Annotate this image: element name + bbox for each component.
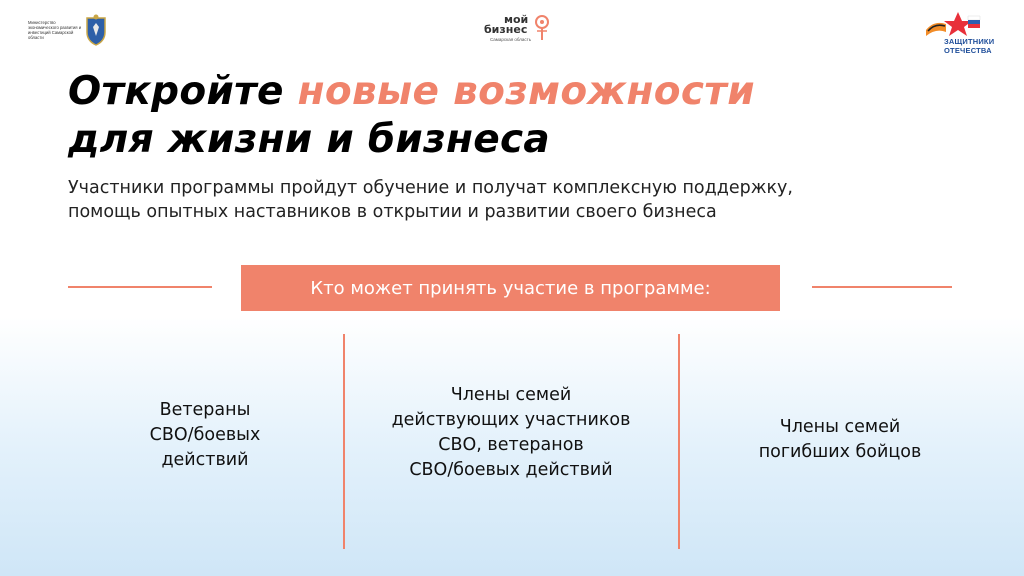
title-accent: новые возможности <box>297 69 755 114</box>
intro-text: Участники программы пройдут обучение и получат комплексную поддержку, помощь опытных наставников в открытии и развитии своего бизнеса <box>68 178 793 222</box>
title-line2: для жизни и бизнеса <box>68 117 550 162</box>
my-business-logo <box>484 12 554 52</box>
page-title <box>68 68 755 164</box>
eligibility-banner: Кто может принять участие в программе: <box>241 265 780 311</box>
my-business-region: Самарская область <box>490 37 532 42</box>
column-divider <box>678 334 680 549</box>
banner-rule-left <box>68 286 212 288</box>
title-part1: Откройте <box>68 69 298 114</box>
samara-coat-of-arms-icon <box>84 14 108 46</box>
eligibility-column-veterans: Ветераны СВО/боевых действий <box>149 399 261 470</box>
defenders-logo <box>924 10 1004 54</box>
column-divider <box>343 334 345 549</box>
eligibility-column-active-families: Члены семей действующих участников СВО, ветеранов СВО/боевых действий <box>391 384 631 480</box>
star-ribbon-icon <box>924 10 984 38</box>
ministry-logo-text: Министерство экономического развития и инвестиций Самарской области <box>28 20 82 40</box>
eligibility-column-fallen-families: Члены семей погибших бойцов <box>758 417 922 462</box>
my-business-line1: мой <box>504 13 529 26</box>
location-pin-icon <box>534 14 550 42</box>
my-business-line2: бизнес <box>484 23 528 36</box>
defenders-line1: ЗАЩИТНИКИ <box>944 37 995 46</box>
defenders-line2: ОТЕЧЕСТВА <box>944 46 992 55</box>
banner-rule-right <box>812 286 952 288</box>
ministry-logo <box>28 14 112 48</box>
